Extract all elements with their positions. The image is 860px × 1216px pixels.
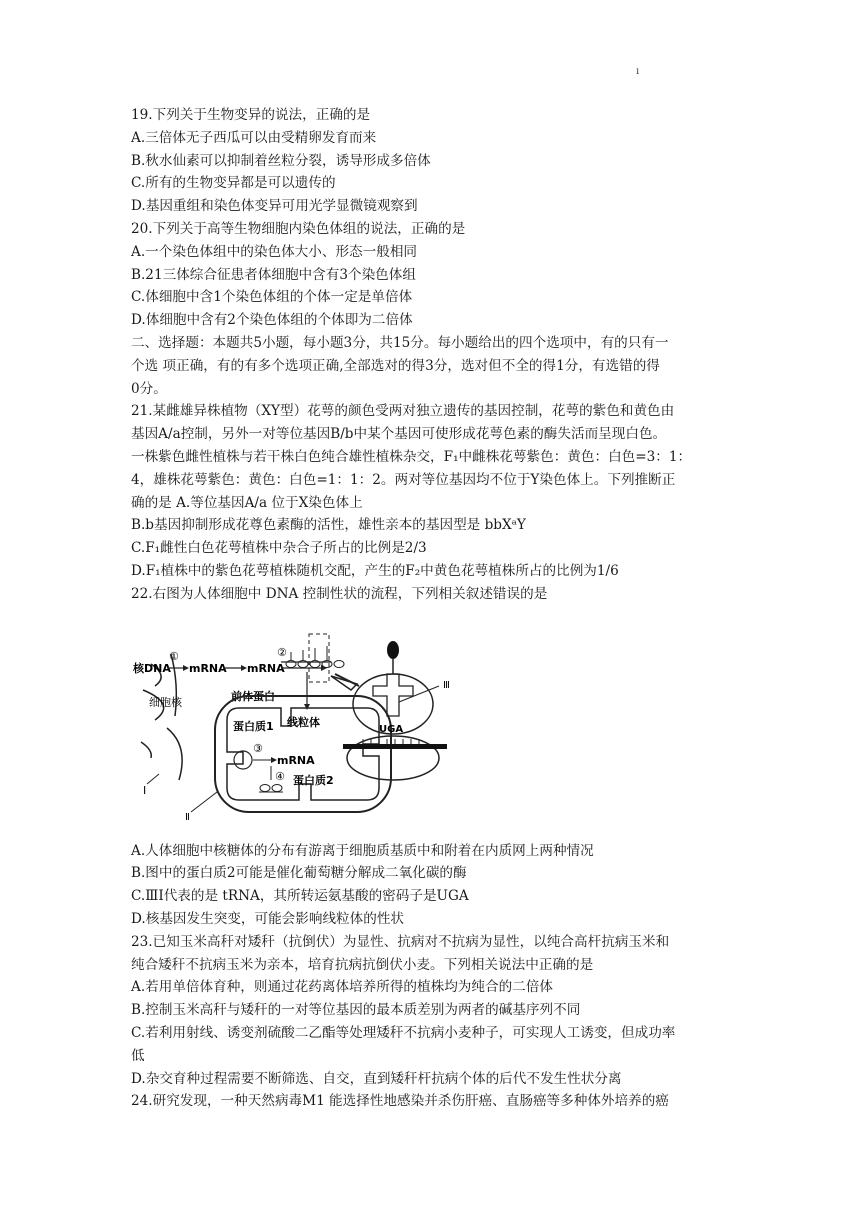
question-21-option-d: D.F₁植株中的紫色花萼植株随机交配，产生的F₂中黄色花萼植株所占的比例为1/6 [131, 562, 619, 579]
question-21 [131, 400, 731, 582]
section-2-line: 0分。 [131, 380, 167, 397]
nuclear-dna-label: 核DNA [133, 661, 171, 675]
question-21-option-b: B.b基因抑制形成花尊色素酶的活性，雄性亲本的基因型是 bbXᵃY [131, 517, 526, 534]
ribosome [272, 784, 282, 791]
question-19-option-a: A.三倍体无子西瓜可以由受精卵发育而来 [131, 129, 377, 146]
step-4-label: ④ [275, 769, 285, 783]
ribosome [334, 660, 344, 667]
label-II: Ⅱ [185, 811, 190, 823]
question-19-stem: 19.下列关于生物变异的说法，正确的是 [131, 107, 371, 123]
page-mark: ı [636, 66, 640, 77]
mitochondria-label: 线粒体 [287, 715, 320, 729]
ribosome [260, 784, 270, 791]
question-22-option-c: C.ⅢI代表的是 tRNA，其所转运氨基酸的密码子是UGA [131, 888, 469, 905]
trna-icon [373, 674, 413, 716]
mrna-label-3: mRNA [277, 753, 315, 767]
question-21-option-c: C.F₁雌性白色花萼植株中杂合子所占的比例是2/3 [131, 540, 427, 557]
protein-1-label: 蛋白质1 [233, 719, 274, 733]
nucleus-label: 细胞核 [149, 695, 182, 709]
question-22-stem: 22.右图为人体细胞中 DNA 控制性状的流程，下列相关叙述错误的是 [131, 585, 548, 602]
question-23 [131, 931, 731, 1091]
label-III: Ⅲ [443, 679, 450, 691]
precursor-protein-label: 前体蛋白 [231, 689, 275, 703]
question-21-line: 确的是 A.等位基因A/a 位于X染色体上 [131, 494, 363, 511]
question-21-line: 4，雄株花萼紫色：黄色：白色=1：1：2。两对等位基因均不位于Y染色体上。下列推断正 [131, 471, 676, 488]
question-20-option-b: B.21三体综合征患者体细胞中含有3个染色体组 [131, 266, 416, 283]
question-20 [131, 218, 731, 332]
question-23-option-c: C.若利用射线、诱变剂硫酸二乙酯等处理矮秆不抗病小麦种子，可实现人工诱变，但成功率 [131, 1024, 676, 1041]
question-22-option-a: A.人体细胞中核糖体的分布有游离于细胞质基质中和附着在内质网上两种情况 [131, 842, 594, 859]
arrow-head [321, 665, 327, 671]
question-21-line: 21.某雌雄异株植物（XY型）花萼的颜色受两对独立遗传的基因控制，花萼的紫色和黄色由 [131, 403, 675, 420]
dna-expression-diagram [131, 624, 731, 824]
amino-acid [387, 641, 399, 659]
question-21-line: 基因A/a控制，另外一对等位基因B/b中某个基因可使形成花萼色素的酶失活而呈现白色。 [131, 426, 667, 443]
question-21-line: 一株紫色雌性植株与若干株白色纯合雄性植株杂交，F₁中雌株花萼紫色：黄色：白色=3：1： [131, 448, 692, 465]
section-2-instructions [131, 332, 731, 400]
question-23-line: 纯合矮秆不抗病玉米为亲本，培育抗病抗倒伏小麦。下列相关说法中正确的是 [131, 956, 594, 973]
arrow-head [304, 704, 310, 710]
nuclear-envelope-line [141, 742, 151, 758]
step-3-label: ③ [253, 741, 263, 755]
protein-2-label: 蛋白质2 [293, 773, 334, 787]
label-I-pointer [147, 774, 159, 784]
question-24 [131, 1090, 731, 1113]
label-II-pointer [191, 792, 217, 812]
exam-content [131, 104, 731, 1113]
question-20-option-c: C.体细胞中含1个染色体组的个体一定是单倍体 [131, 289, 413, 306]
diagram-svg [131, 624, 731, 824]
polyribosome [286, 646, 344, 668]
ribosome-small-subunit [347, 736, 439, 780]
question-23-line: 23.已知玉米高秆对矮秆（抗倒伏）为显性、抗病对不抗病为显性，以纯合高杆抗病玉米和 [131, 933, 670, 950]
question-23-option-d: D.杂交育种过程需要不断筛选、自交，直到矮秆杆抗病个体的后代不发生性状分离 [131, 1070, 622, 1087]
question-20-stem: 20.下列关于高等生物细胞内染色体组的说法，正确的是 [131, 220, 466, 237]
codon-label: UGA [379, 723, 404, 735]
question-23-option-c-cont: 低 [131, 1047, 145, 1064]
question-19 [131, 104, 731, 218]
translation-zoom-view [343, 641, 450, 780]
mrna-label-1: mRNA [189, 661, 227, 675]
nuclear-envelope-line [167, 728, 182, 780]
question-22-option-b: B.图中的蛋白质2可能是催化葡萄糖分解成二氧化碳的酶 [131, 865, 467, 882]
question-19-option-d: D.基因重组和染色体变异可用光学显微镜观察到 [131, 198, 418, 215]
step-1-label: ① [169, 649, 179, 663]
zoom-arrow-line [335, 674, 359, 686]
question-20-option-a: A.一个染色体组中的染色体大小、形态一般相同 [131, 243, 418, 260]
question-23-option-a: A.若用单倍体育种，则通过花药离体培养所得的植株均为纯合的二倍体 [131, 979, 553, 996]
question-19-option-c: C.所有的生物变异都是可以遗传的 [131, 175, 336, 192]
question-22-option-d: D.核基因发生突变，可能会影响线粒体的性状 [131, 910, 405, 927]
question-20-option-d: D.体细胞中含有2个染色体组的个体即为二倍体 [131, 312, 413, 329]
mrna-label-2: mRNA [247, 661, 285, 675]
step-2-label: ② [277, 645, 287, 659]
dashed-selection-box [309, 634, 329, 682]
question-19-option-b: B.秋水仙素可以抑制着丝粒分裂，诱导形成多倍体 [131, 152, 431, 169]
mrna-bar [343, 744, 447, 749]
question-24-line: 24.研究发现，一种天然病毒M1 能选择性地感染并杀伤肝癌、直肠癌等多种体外培养的癌 [131, 1093, 669, 1110]
question-23-option-b: B.控制玉米高秆与矮秆的一对等位基因的最本质差别为两者的碱基序列不同 [131, 1002, 581, 1019]
label-I: I [143, 783, 147, 797]
question-22 [131, 583, 731, 931]
section-2-line: 二、选择题：本题共5小题，每小题3分，共15分。每小题给出的四个选项中，有的只有一 [131, 334, 669, 351]
section-2-line: 个选 项正确，有的有多个选项正确,全部选对的得3分，选对但不全的得1分，有选错的得 [131, 357, 660, 374]
